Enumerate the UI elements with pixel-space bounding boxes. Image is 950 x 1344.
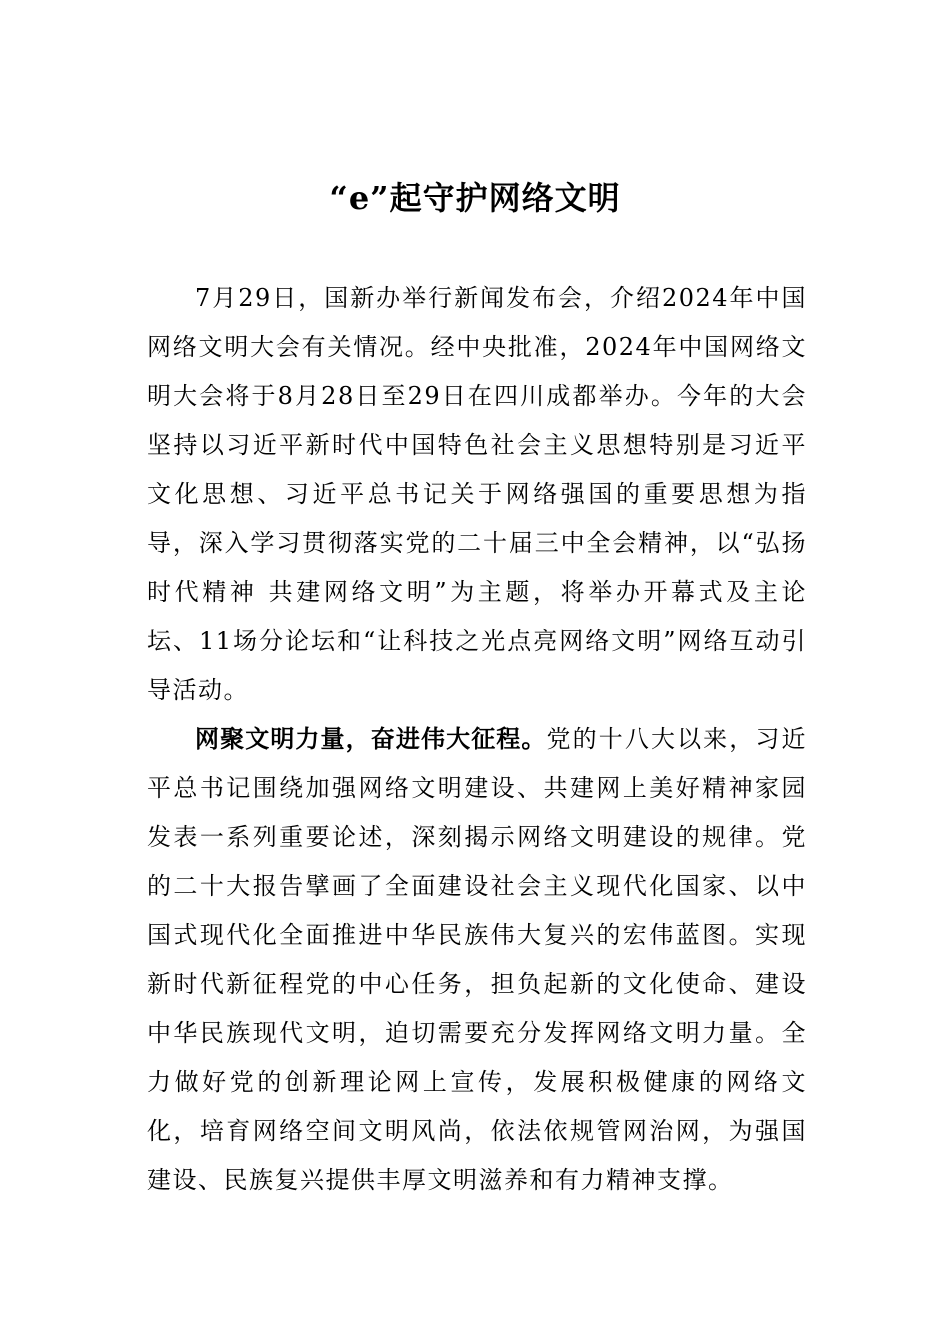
paragraph-1 xyxy=(147,274,807,715)
paragraph-2 xyxy=(147,715,807,1205)
paragraph-2-text: 党的十八大以来，习近平总书记围绕加强网络文明建设、共建网上美好精神家园发表一系列重要论述，深刻揭示网络文明建设的规律。党的二十大报告擘画了全面建设社会主义现代化国家、以中国式现代化全面推进中华民族伟大复兴的宏伟蓝图。实现新时代新征程党的中心任务，担负起新的文化使命、建设中华民族现代文明，迫切需要充分发挥网络文明力量。全力做好党的创新理论网上宣传，发展积极健康的网络文化，培育网络空间文明风尚，依法依规管网治网，为强国建设、民族复兴提供丰厚文明滋养和有力精神支撑。 xyxy=(147,725,808,1194)
document-title: “e”起守护网络文明 xyxy=(329,179,621,217)
paragraph-2-lead-heading: 网聚文明力量，奋进伟大征程。 xyxy=(195,725,547,753)
document-body xyxy=(147,274,807,1205)
paragraph-1-text: 7月29日，国新办举行新闻发布会，介绍2024年中国网络文明大会有关情况。经中央批准，2024年中国网络文明大会将于8月28日至29日在四川成都举办。今年的大会坚持以习近平新时代中国特色社会主义思想特别是习近平文化思想、习近平总书记关于网络强国的重要思想为指导，深入学习贯彻落实党的二十届三中全会精神，以“弘扬时代精神 共建网络文明”为主题，将举办开幕式及主论坛、11场分论坛和“让科技之光点亮网络文明”网络互动引导活动。 xyxy=(147,284,807,704)
